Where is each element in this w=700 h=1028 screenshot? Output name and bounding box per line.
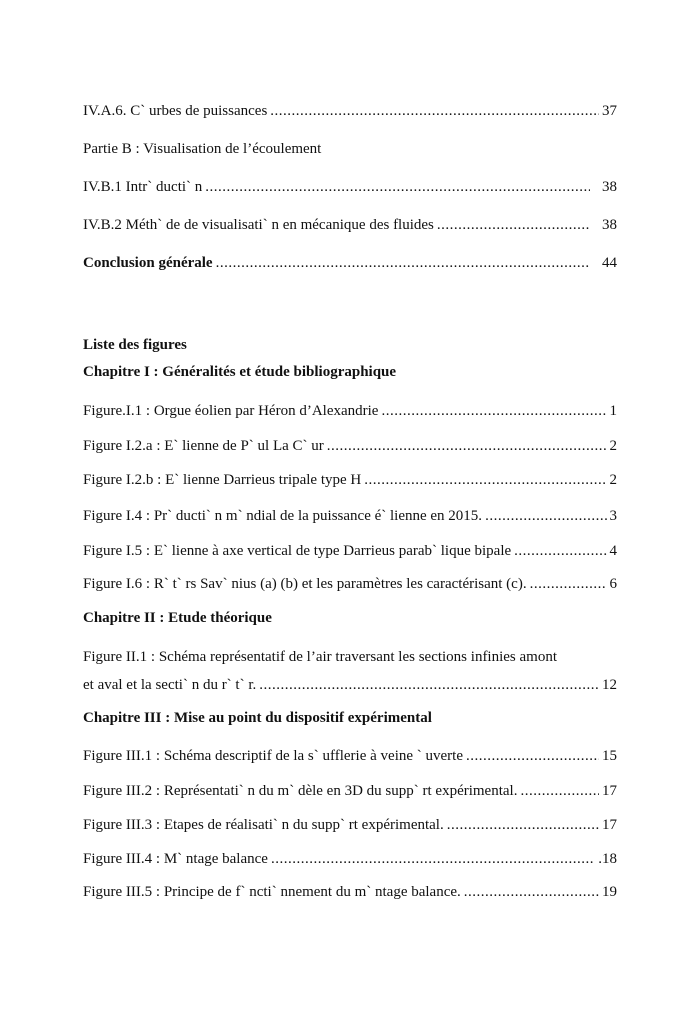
leader-dots — [530, 574, 607, 594]
figure-entry-page: .18 — [598, 851, 617, 867]
figure-entry-label: Figure I.4 : Pr` ducti` n m` ndial de la puissance é` lienne en 2015. — [83, 508, 483, 524]
leader-dots — [327, 436, 607, 456]
figure-entry — [83, 675, 617, 695]
figure-entry-label: Figure I.6 : R` t` rs Sav` nius (a) (b) et les paramètres les caractérisant (c). — [83, 576, 527, 592]
toc-entry-page: 38 — [602, 179, 617, 195]
leader-dots — [520, 781, 599, 801]
toc-entry-label: IV.B.2 Méth` de de visualisati` n en mécanique des fluides — [83, 217, 434, 233]
figure-entry-page: 19 — [602, 884, 617, 900]
toc-entry-conclusion — [83, 253, 617, 273]
figures-list-title: Liste des figures — [83, 337, 187, 353]
chapter-3-title: Chapitre III : Mise au point du dispositif expérimental — [83, 710, 432, 726]
leader-dots — [381, 401, 606, 421]
figure-entry — [83, 815, 617, 835]
figure-entry — [83, 882, 617, 902]
figure-entry — [83, 436, 617, 456]
leader-dots — [259, 675, 599, 695]
figure-entry-label: Figure III.3 : Etapes de réalisati` n du supp` rt expérimental. — [83, 817, 444, 833]
figure-entry-page: 15 — [602, 748, 617, 764]
figure-entry-page: 2 — [609, 438, 617, 454]
figure-entry-page: 2 — [609, 472, 617, 488]
leader-dots — [364, 470, 606, 490]
figure-entry-label: Figure I.2.b : E` lienne Darrieus tripale type H — [83, 472, 362, 488]
figure-entry-page: 17 — [602, 783, 617, 799]
chapter-2-title: Chapitre II : Etude théorique — [83, 610, 272, 626]
figure-entry-page: 17 — [602, 817, 617, 833]
leader-dots — [437, 215, 590, 235]
figure-entry — [83, 401, 617, 421]
figure-entry — [83, 541, 617, 561]
figure-entry-page: 4 — [609, 543, 617, 559]
leader-dots — [514, 541, 606, 561]
leader-dots — [216, 253, 590, 273]
leader-dots — [466, 746, 599, 766]
toc-entry-visualisation-methods — [83, 215, 617, 235]
toc-entry-page: 44 — [602, 255, 617, 271]
toc-entry-page: 37 — [602, 103, 617, 119]
figure-entry — [83, 746, 617, 766]
figure-entry-page: 3 — [609, 508, 617, 524]
figure-entry-label-line-2: et aval et la secti` n du r` t` r. — [83, 677, 257, 693]
toc-entry-label: IV.A.6. C` urbes de puissances — [83, 103, 268, 119]
figure-entry-label: Figure I.5 : E` lienne à axe vertical de type Darrieus parab` lique bipale — [83, 543, 512, 559]
leader-dots — [464, 882, 599, 902]
toc-entry-label: IV.B.1 Intr` ducti` n — [83, 179, 203, 195]
part-b-heading: Partie B : Visualisation de l’écoulement — [83, 141, 322, 157]
leader-dots — [270, 101, 599, 121]
leader-dots — [447, 815, 599, 835]
leader-dots — [485, 506, 606, 526]
figure-entry — [83, 781, 617, 801]
figure-entry-page: 1 — [609, 403, 617, 419]
toc-entry-page: 38 — [602, 217, 617, 233]
figure-entry — [83, 849, 617, 869]
leader-dots — [271, 849, 595, 869]
figure-entry-label: Figure.I.1 : Orgue éolien par Héron d’Alexandrie — [83, 403, 379, 419]
toc-entry-label: Conclusion générale — [83, 255, 213, 271]
figure-entry-label: Figure III.5 : Principe de f` ncti` nnement du m` ntage balance. — [83, 884, 461, 900]
leader-dots — [205, 177, 590, 197]
figure-entry-label: Figure I.2.a : E` lienne de P` ul La C` ur — [83, 438, 324, 454]
toc-entry-introduction — [83, 177, 617, 197]
figure-entry-label: Figure III.1 : Schéma descriptif de la s` ufflerie à veine ` uverte — [83, 748, 463, 764]
figure-entry-page: 6 — [609, 576, 617, 592]
figure-entry-page: 12 — [602, 677, 617, 693]
figure-entry — [83, 506, 617, 526]
figure-entry-label: Figure III.4 : M` ntage balance — [83, 851, 268, 867]
figure-entry — [83, 574, 617, 594]
figure-entry-label-line-1: Figure II.1 : Schéma représentatif de l’air traversant les sections infinies amont — [83, 649, 558, 665]
toc-entry-power-curves — [83, 101, 617, 121]
chapter-1-title: Chapitre I : Généralités et étude bibliographique — [83, 364, 397, 380]
figure-entry — [83, 470, 617, 490]
figure-entry-label: Figure III.2 : Représentati` n du m` dèle en 3D du supp` rt expérimental. — [83, 783, 518, 799]
